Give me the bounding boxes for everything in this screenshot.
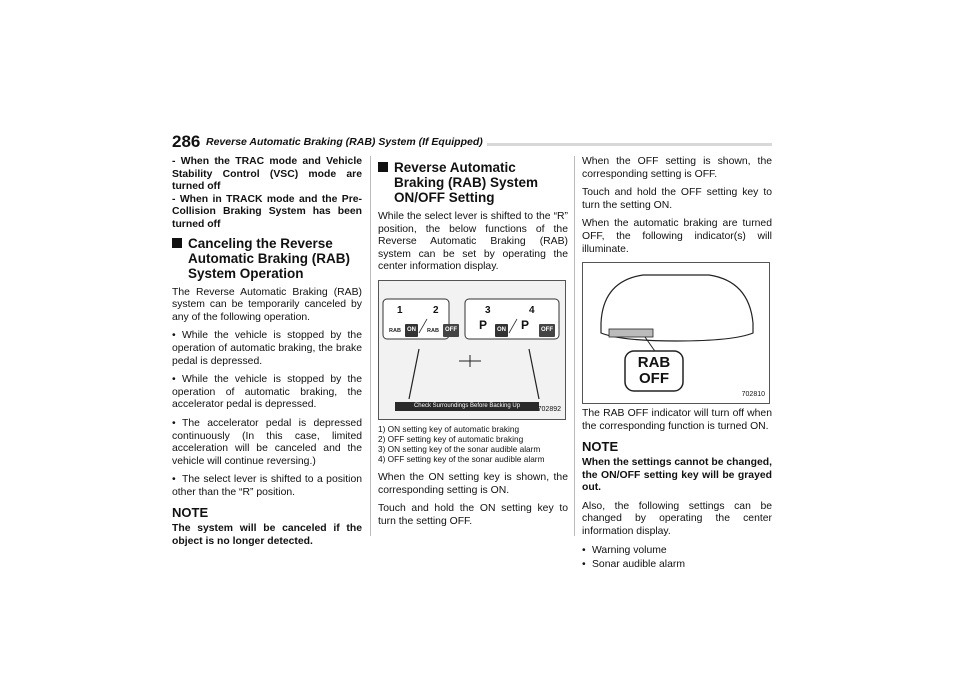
callout-3: 3 [485,304,491,316]
dash-item: - When in TRACK mode and the Pre-Collision Braking System has been turned off [172,193,362,230]
column-2 [378,156,568,534]
paragraph: Touch and hold the ON setting key to turn the setting OFF. [378,503,568,527]
paragraph: The RAB OFF indicator will turn off when the corresponding function is turned ON. [582,408,772,432]
note-heading: NOTE [172,505,209,521]
sonar-on-key[interactable]: ON [495,324,508,337]
center-display-figure [378,280,566,420]
callout-1: 1 [397,304,403,316]
figure-number: 702892 [537,406,561,414]
square-bullet-icon [172,238,182,248]
instrument-cluster-figure [582,262,770,404]
paragraph: When the automatic braking are turned OFF, the following indicator(s) will illuminate. [582,218,772,255]
rab-label: RAB [427,327,439,334]
note-heading: NOTE [582,439,619,455]
rab-label: RAB [389,327,401,334]
parking-sonar-icon: P [521,317,530,332]
column-divider [574,156,575,536]
section-heading: Canceling the Reverse Automatic Braking (RAB) System Operation [172,236,362,281]
callout-2: 2 [433,304,439,316]
warning-banner: Check Surroundings Before Backing Up [395,402,539,411]
paragraph: When the OFF setting is shown, the corresponding setting is OFF. [582,156,772,180]
note-text: The system will be canceled if the object is no longer detected. [172,523,362,547]
parking-sonar-icon: P [479,317,488,332]
legend-item: 4) OFF setting key of the sonar audible alarm [378,453,545,464]
bullet-item: • Warning volume [582,544,667,556]
figure-legend [378,424,568,464]
section-heading: Reverse Automatic Braking (RAB) System ON/OFF Setting [378,160,568,205]
rab-off-indicator: RAB OFF [637,354,671,388]
display-illustration [379,281,565,419]
sonar-off-key[interactable]: OFF [539,324,555,337]
column-3 [582,156,772,578]
paragraph: Also, the following settings can be changed by operating the center information display. [582,500,772,537]
page-number: 286 [172,132,204,152]
legend-item: 1) ON setting key of automatic braking [378,423,520,434]
rab-off-key[interactable]: OFF [443,324,459,337]
paragraph: Touch and hold the OFF setting key to turn the setting ON. [582,187,772,211]
running-title: Reverse Automatic Braking (RAB) System (If Equipped) [206,136,487,148]
square-bullet-icon [378,162,388,172]
bullet-item: • While the vehicle is stopped by the operation of automatic braking, the brake pedal is depressed. [172,330,362,367]
callout-4: 4 [529,304,535,316]
column-1 [172,156,362,554]
paragraph: While the select lever is shifted to the “R” position, the below functions of the Reverse Automatic Braking (RAB) system can be set by operating the center information display. [378,211,568,273]
legend-item: 2) OFF setting key of automatic braking [378,433,524,444]
legend-item: 3) ON setting key of the sonar audible alarm [378,443,541,454]
bullet-item: • While the vehicle is stopped by the operation of automatic braking, the accelerator pedal is depressed. [172,374,362,411]
paragraph: When the ON setting key is shown, the corresponding setting is ON. [378,471,568,496]
bullet-item: • The select lever is shifted to a position other than the “R” position. [172,474,362,498]
rab-on-key[interactable]: ON [405,324,418,337]
column-divider [370,156,371,536]
note-bold-text: When the settings cannot be changed, the ON/OFF setting key will be grayed out. [582,456,772,494]
figure-number: 702810 [741,390,765,398]
dash-item: - When the TRAC mode and Vehicle Stability Control (VSC) mode are turned off [172,156,362,193]
paragraph: The Reverse Automatic Braking (RAB) system can be temporarily canceled by any of the following operation. [172,286,362,323]
page-header [172,132,772,152]
bullet-item: • Sonar audible alarm [582,559,685,571]
bullet-item: • The accelerator pedal is depressed continuously (In this case, limited acceleration will be canceled and the vehicle will continue reversing.) [172,417,362,467]
